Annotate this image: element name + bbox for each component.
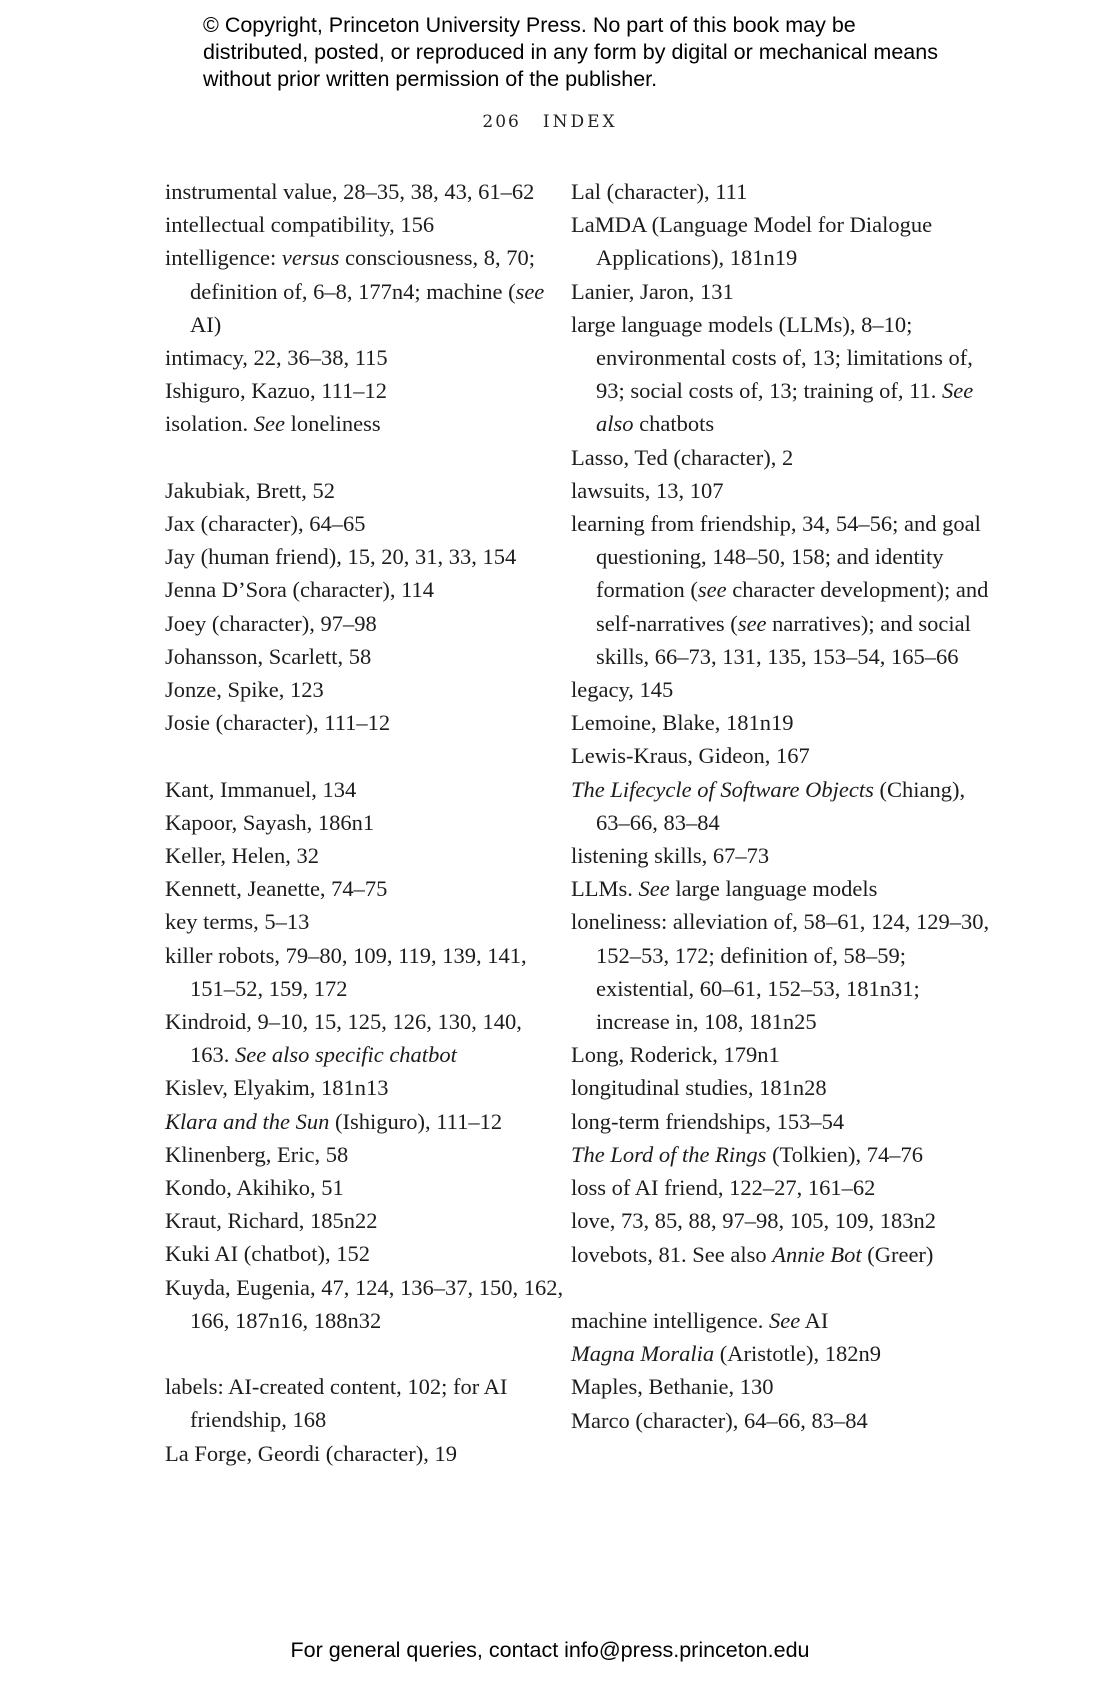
index-entry-text: Kislev, Elyakim, 181n13	[165, 1075, 389, 1101]
index-entry	[165, 1171, 565, 1204]
index-entry-text: Jakubiak, Brett, 52	[165, 477, 335, 503]
index-entry	[571, 739, 991, 772]
index-entry	[165, 1138, 565, 1171]
index-entry-text: LLMs.	[571, 876, 639, 902]
letter-group-gap	[165, 739, 565, 772]
index-entry-text: (Ishiguro), 111–12	[329, 1108, 503, 1134]
index-entry	[165, 640, 565, 673]
index-entry-italic-text: see	[515, 278, 545, 304]
copyright-notice: © Copyright, Princeton University Press. No part of this book may be distributed, posted, or reproduced in any form by digital or mechanical means without prior written permission of the publisher.	[203, 13, 938, 91]
index-entry-italic-text: see	[697, 577, 727, 603]
index-entry	[165, 773, 565, 806]
index-entry-text: Lemoine, Blake, 181n19	[571, 710, 794, 736]
index-entry	[165, 673, 565, 706]
index-entry-text: Kapoor, Sayash, 186n1	[165, 809, 375, 835]
index-entry-text: intimacy, 22, 36–38, 115	[165, 345, 388, 371]
index-entry-text: consciousness, 8, 70; definition of, 6–8, 177n4; machine (	[190, 245, 535, 304]
index-entry	[571, 1071, 991, 1104]
index-entry-text: La Forge, Geordi (character), 19	[165, 1440, 457, 1466]
index-entry-text: Josie (character), 111–12	[165, 710, 391, 736]
index-entry-text: loss of AI friend, 122–27, 161–62	[571, 1175, 876, 1201]
index-entry	[571, 308, 991, 441]
index-entry-text: legacy, 145	[571, 677, 674, 703]
footer-contact: For general queries, contact info@press.princeton.edu	[290, 1638, 810, 1662]
index-entry	[571, 1337, 991, 1370]
index-entry	[571, 872, 991, 905]
index-entry	[571, 1038, 991, 1071]
index-entry-text: Lal (character), 111	[571, 179, 748, 204]
index-entry	[571, 507, 991, 673]
index-entry-text: AI	[800, 1307, 829, 1333]
index-entry-italic-text: see	[737, 610, 767, 636]
index-entry-text: loneliness: alleviation of, 58–61, 124, 129–30, 152–53, 172; definition of, 58–59; existential, 60–61, 152–53, 181n31; increase in, 108, 181n25	[571, 909, 990, 1035]
index-entry-text: listening skills, 67–73	[571, 843, 770, 869]
index-entry-text: AI)	[190, 311, 222, 337]
index-entry	[165, 839, 565, 872]
index-entry	[165, 607, 565, 640]
index-entry-text: Johansson, Scarlett, 58	[165, 643, 372, 669]
index-entry-text: lawsuits, 13, 107	[571, 477, 724, 503]
letter-group-gap	[571, 1271, 991, 1304]
index-entry-italic-text: See also specific chatbot	[235, 1042, 457, 1068]
index-entry	[165, 1105, 565, 1138]
index-entry	[165, 573, 565, 606]
index-entry-text: Jax (character), 64–65	[165, 511, 366, 537]
index-entry-text: Lasso, Ted (character), 2	[571, 444, 794, 470]
index-entry-text: loneliness	[284, 411, 381, 437]
index-entry-text: love, 73, 85, 88, 97–98, 105, 109, 183n2	[571, 1208, 936, 1234]
index-entry	[571, 1138, 991, 1171]
index-entry-italic-text: See	[253, 411, 285, 437]
index-column-left	[165, 175, 565, 1470]
index-entry-text: Maples, Bethanie, 130	[571, 1374, 774, 1400]
index-entry-text: Jonze, Spike, 123	[165, 677, 324, 703]
index-entry-text: large language models	[669, 876, 878, 902]
index-entry-text: key terms, 5–13	[165, 909, 310, 935]
index-entry	[571, 905, 991, 1038]
index-entry	[165, 407, 565, 440]
index-entry-text: Kondo, Akihiko, 51	[165, 1175, 344, 1201]
index-entry	[571, 1171, 991, 1204]
index-entry-text: Lanier, Jaron, 131	[571, 278, 734, 304]
index-entry-text: learning from friendship, 34, 54–56; and goal questioning, 148–50, 158; and identity formation (	[571, 511, 981, 603]
index-entry	[571, 208, 991, 274]
index-entry-italic-text: The Lord of the Rings	[571, 1141, 767, 1167]
index-entry	[165, 806, 565, 839]
index-entry	[571, 474, 991, 507]
index-entry-text: character development); and self-narratives (	[596, 577, 989, 636]
index-entry	[165, 872, 565, 905]
index-entry	[165, 1370, 565, 1436]
index-entry-text: Jay (human friend), 15, 20, 31, 33, 154	[165, 544, 517, 570]
index-entry-text: Marco (character), 64–66, 83–84	[571, 1407, 868, 1433]
letter-group-gap	[165, 441, 565, 474]
index-entry-text: chatbots	[633, 411, 715, 437]
index-entry-text: intelligence:	[165, 245, 282, 271]
letter-group-gap	[165, 1337, 565, 1370]
index-entry-text: instrumental value, 28–35, 38, 43, 61–62	[165, 179, 535, 204]
index-entry-text: (Tolkien), 74–76	[766, 1141, 923, 1167]
index-entry	[165, 1005, 565, 1071]
index-entry	[571, 175, 991, 208]
index-entry-text: narratives); and social skills, 66–73, 131, 135, 153–54, 165–66	[596, 610, 971, 669]
index-entry-text: Lewis-Kraus, Gideon, 167	[571, 743, 810, 769]
index-entry	[165, 540, 565, 573]
index-entry	[165, 374, 565, 407]
index-entry	[165, 706, 565, 739]
index-entry	[571, 773, 991, 839]
index-entry-text: Joey (character), 97–98	[165, 610, 377, 636]
index-entry	[165, 341, 565, 374]
index-entry	[165, 208, 565, 241]
index-column-right	[571, 175, 991, 1437]
index-entry	[165, 939, 565, 1005]
index-entry	[165, 175, 565, 208]
index-entry-text: Kant, Immanuel, 134	[165, 776, 357, 802]
index-entry-text: (Chiang), 63–66, 83–84	[596, 776, 966, 835]
index-entry	[165, 241, 565, 341]
index-entry-text: LaMDA (Language Model for Dialogue Applications), 181n19	[571, 212, 933, 271]
index-entry	[571, 1105, 991, 1138]
index-entry	[571, 839, 991, 872]
index-entry-italic-text: The Lifecycle of Software Objects	[571, 776, 874, 802]
index-entry-text: Kuyda, Eugenia, 47, 124, 136–37, 150, 162, 166, 187n16, 188n32	[165, 1274, 564, 1333]
page-number: 206	[482, 112, 521, 132]
index-entry-text: machine intelligence.	[571, 1307, 770, 1333]
index-entry	[571, 1404, 991, 1437]
index-entry-italic-text: Annie Bot	[772, 1241, 862, 1267]
index-entry-text: Jenna D’Sora (character), 114	[165, 577, 435, 603]
index-entry-italic-text: Klara and the Sun	[165, 1108, 330, 1134]
index-entry-text: long-term friendships, 153–54	[571, 1108, 845, 1134]
index-entry-text: Ishiguro, Kazuo, 111–12	[165, 378, 388, 404]
index-entry-text: lovebots, 81. See also	[571, 1241, 773, 1267]
index-entry-text: Kuki AI (chatbot), 152	[165, 1241, 370, 1267]
index-entry	[571, 673, 991, 706]
index-entry-text: (Aristotle), 182n9	[714, 1341, 881, 1367]
index-entry	[571, 1304, 991, 1337]
index-entry-text: Klinenberg, Eric, 58	[165, 1141, 349, 1167]
index-entry	[165, 1271, 565, 1337]
index-entry	[165, 905, 565, 938]
running-head	[0, 112, 1100, 132]
index-entry-text: Kennett, Jeanette, 74–75	[165, 876, 388, 902]
index-entry	[571, 1204, 991, 1237]
index-entry-text: Kraut, Richard, 185n22	[165, 1208, 378, 1234]
index-entry-text: Keller, Helen, 32	[165, 843, 320, 869]
section-title: INDEX	[542, 112, 618, 132]
index-entry	[571, 275, 991, 308]
index-entry-text: intellectual compatibility, 156	[165, 212, 435, 238]
index-entry	[571, 441, 991, 474]
index-entry-text: Kindroid, 9–10, 15, 125, 126, 130, 140, 163.	[165, 1009, 522, 1068]
index-entry-text: Long, Roderick, 179n1	[571, 1042, 780, 1068]
index-entry-text: (Greer)	[861, 1241, 934, 1267]
index-entry-text: longitudinal studies, 181n28	[571, 1075, 827, 1101]
index-entry	[165, 474, 565, 507]
index-entry	[571, 1370, 991, 1403]
index-entry-text: isolation.	[165, 411, 254, 437]
index-entry	[165, 1204, 565, 1237]
index-entry-italic-text: versus	[281, 245, 340, 271]
index-entry	[165, 1237, 565, 1270]
index-entry-italic-text: See	[769, 1307, 801, 1333]
index-entry	[165, 1437, 565, 1470]
index-entry-text: labels: AI-created content, 102; for AI friendship, 168	[165, 1374, 508, 1433]
index-entry-text: large language models (LLMs), 8–10; environmental costs of, 13; limitations of, 93; social costs of, 13; training of, 11.	[571, 311, 973, 404]
index-entry	[165, 1071, 565, 1104]
index-entry	[571, 1238, 991, 1271]
index-entry-text: killer robots, 79–80, 109, 119, 139, 141, 151–52, 159, 172	[165, 942, 527, 1001]
index-entry-italic-text: See also	[596, 378, 974, 437]
index-entry-italic-text: See	[638, 876, 670, 902]
index-entry	[165, 507, 565, 540]
index-entry	[571, 706, 991, 739]
index-entry-italic-text: Magna Moralia	[571, 1341, 715, 1367]
